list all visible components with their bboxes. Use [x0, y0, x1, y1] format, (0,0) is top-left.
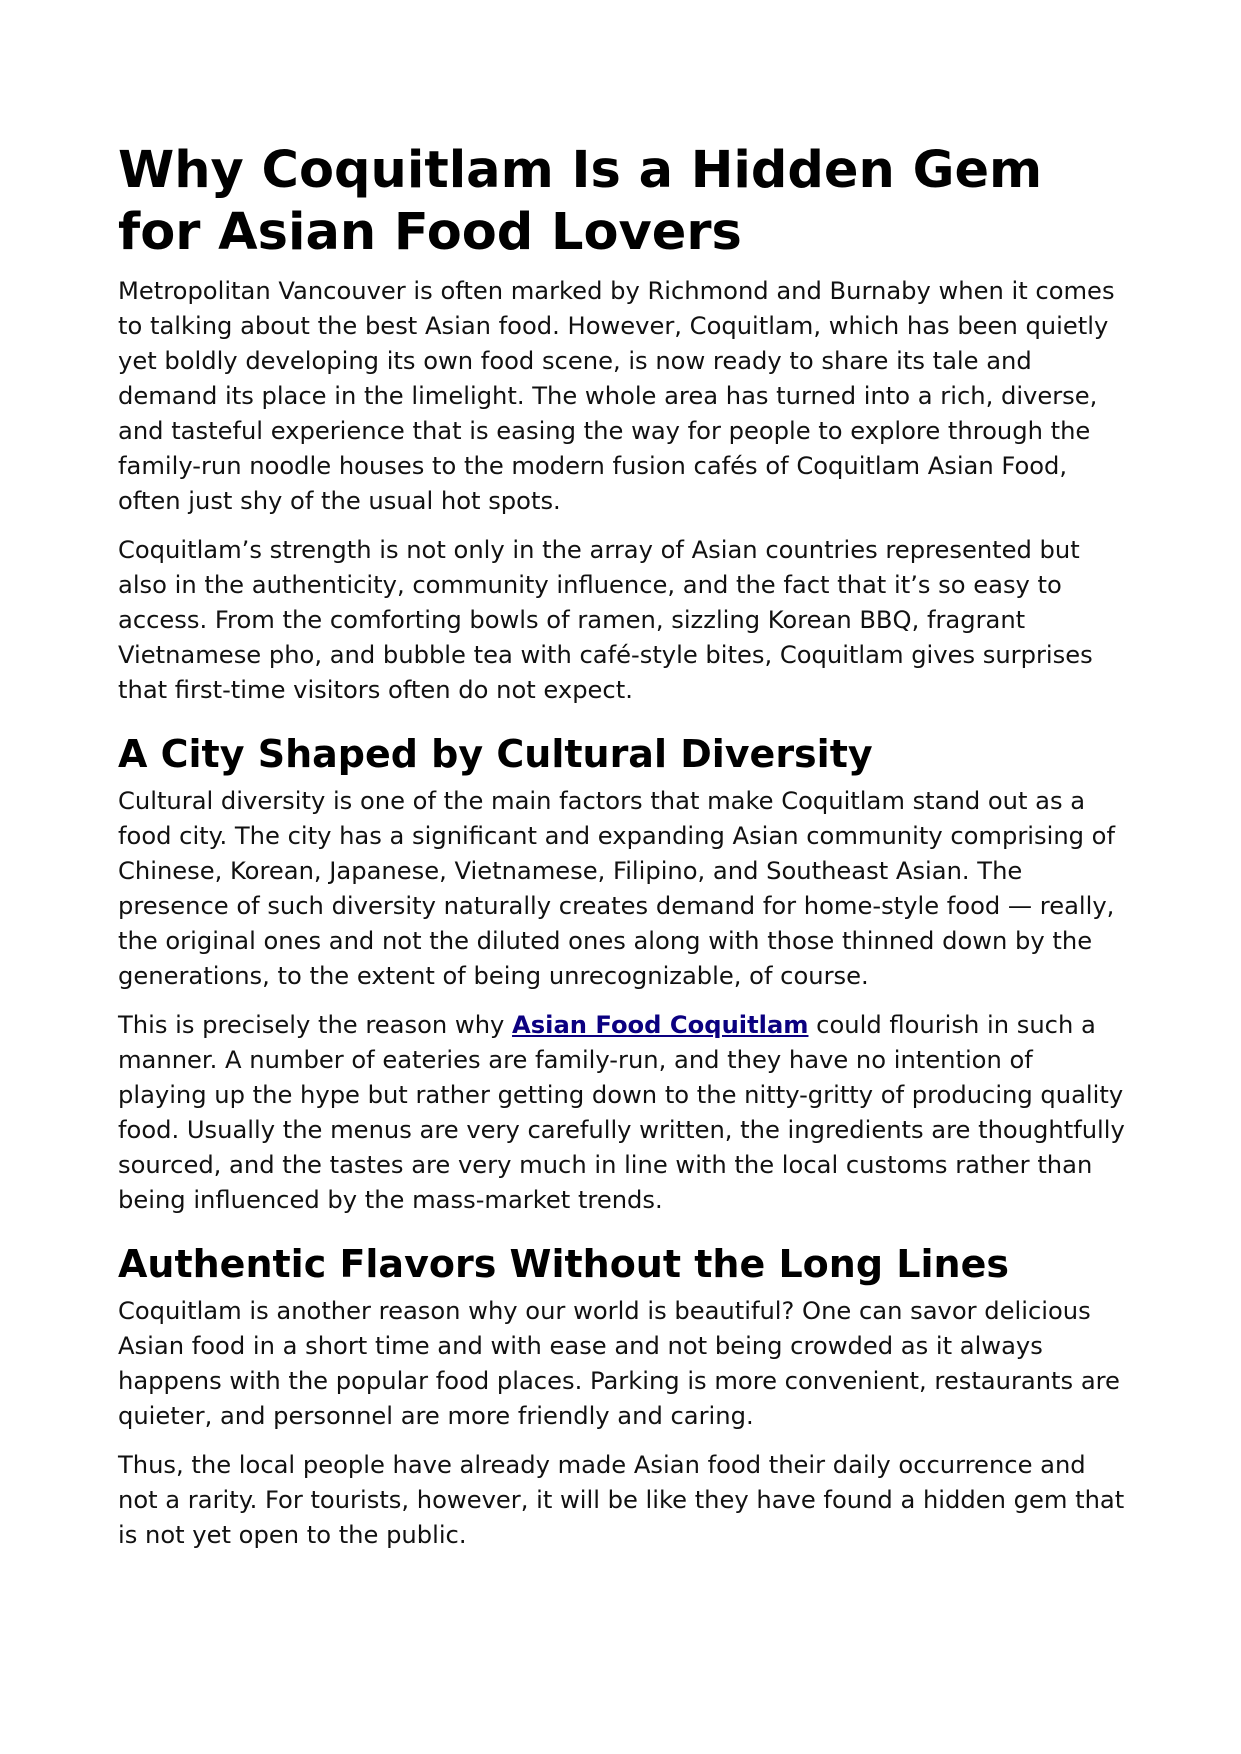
- section1-paragraph-2: [118, 1008, 1128, 1218]
- asian-food-coquitlam-link[interactable]: Asian Food Coquitlam: [512, 1011, 809, 1039]
- section2-paragraph-1: Coquitlam is another reason why our world is beautiful? One can savor delicious Asian food in a short time and with ease and not being crowded as it always happens with the popular food places. Parking is more convenient, restaurants are quieter, and personnel are more friendly and caring.: [118, 1297, 1120, 1430]
- intro-paragraph-1: Metropolitan Vancouver is often marked by Richmond and Burnaby when it comes to talking about the best Asian food. However, Coquitlam, which has been quietly yet boldly developing its own food scene, is now ready to share its tale and demand its place in the limelight. The whole area has turned into a rich, diverse, and tasteful experience that is easing the way for people to explore through the family-run noodle houses to the modern fusion cafés of Coquitlam Asian Food, often just shy of the usual hot spots.: [118, 277, 1115, 515]
- section1-p2-before: This is precisely the reason why: [118, 1011, 513, 1039]
- section2-paragraph-2: Thus, the local people have already made Asian food their daily occurrence and not a rarity. For tourists, however, it will be like they have found a hidden gem that is not yet open to the public.: [118, 1451, 1125, 1549]
- page-title: Why Coquitlam Is a Hidden Gem for Asian Food Lovers: [118, 141, 1043, 262]
- section-heading-cultural-diversity: A City Shaped by Cultural Diversity: [118, 732, 873, 776]
- article: [118, 140, 1128, 1567]
- section1-p2-after: could flourish in such a manner. A number of eateries are family-run, and they have no intention of playing up the hype but rather getting down to the nitty-gritty of producing quality food. Usually the menus are very carefully written, the ingredients are thoughtfully sourced, and the tastes are very much in line with the local customs rather than being influenced by the mass-market trends.: [118, 1011, 1125, 1214]
- section-heading-authentic-flavors: Authentic Flavors Without the Long Lines: [118, 1242, 1009, 1286]
- intro-paragraph-2: Coquitlam’s strength is not only in the array of Asian countries represented but also in the authenticity, community influence, and the fact that it’s so easy to access. From the comforting bowls of ramen, sizzling Korean BBQ, fragrant Vietnamese pho, and bubble tea with café-style bites, Coquitlam gives surprises that first-time visitors often do not expect.: [118, 536, 1093, 704]
- section1-paragraph-1: Cultural diversity is one of the main factors that make Coquitlam stand out as a food city. The city has a significant and expanding Asian community comprising of Chinese, Korean, Japanese, Vietnamese, Filipino, and Southeast Asian. The presence of such diversity naturally creates demand for home-style food — really, the original ones and not the diluted ones along with those thinned down by the generations, to the extent of being unrecognizable, of course.: [118, 787, 1116, 990]
